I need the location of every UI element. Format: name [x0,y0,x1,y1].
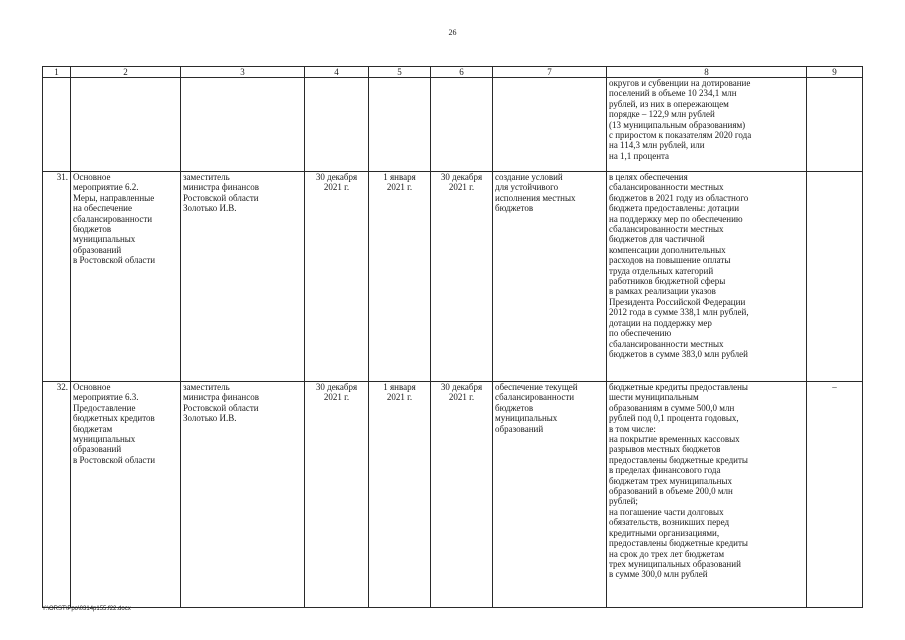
cell-empty [71,78,181,172]
responsible-cell: заместитель министра финансов Ростовской области Золотько И.В. [181,382,305,608]
column-number: 1 [43,67,71,78]
cell-empty [43,78,71,172]
cell-empty [181,78,305,172]
planned-date-cell: 30 декабря 2021 г. [305,172,369,382]
end-date-cell: 30 декабря 2021 г. [431,172,493,382]
result-cell: обеспечение текущей сбалансированности бюджетов муниципальных образований [493,382,607,608]
cell-empty [431,78,493,172]
column-number: 6 [431,67,493,78]
outcome-cell: округов и субвенции на дотирование поселений в объеме 10 234,1 млн рублей, из них в опережающем порядке – 122,9 млн рублей (13 муниципальным образованиям) с приростом к показателям 2020 года на 114,3 млн рублей, или на 1,1 процента [607,78,807,172]
table-row [43,382,863,608]
cell-empty [305,78,369,172]
column-number: 3 [181,67,305,78]
cell-empty [807,78,863,172]
responsible-cell: заместитель министра финансов Ростовской области Золотько И.В. [181,172,305,382]
cell-empty [369,78,431,172]
column-number: 5 [369,67,431,78]
outcome-cell: в целях обеспечения сбалансированности местных бюджетов в 2021 году из областного бюджета предоставлены: дотации на поддержку мер по обеспечению сбалансированности местных бюджетов для частичной компенсации дополнительных расходов на повышение оплаты труда отдельных категорий работников бюджетной сферы в рамках реализации указов Президента Российской Федерации 2012 года в сумме 338,1 млн рублей, дотации на поддержку мер по обеспечению сбалансированности местных бюджетов в сумме 383,0 млн рублей [607,172,807,382]
column-number-row [43,67,863,78]
cell-empty [493,78,607,172]
column-number: 2 [71,67,181,78]
column-number: 7 [493,67,607,78]
continuation-row [43,78,863,172]
event-cell: Основное мероприятие 6.2. Меры, направленные на обеспечение сбалансированности бюджетов муниципальных образований в Ростовской области [71,172,181,382]
column-number: 9 [807,67,863,78]
start-date-cell: 1 января 2021 г. [369,172,431,382]
outcome-cell: бюджетные кредиты предоставлены шести муниципальным образованиям в сумме 500,0 млн рублей под 0,1 процента годовых, в том числе: на покрытие временных кассовых разрывов местных бюджетов предоставлены бюджетные кредиты в пределах финансового года бюджетам трех муниципальных образований в объеме 200,0 млн рублей; на погашение части долговых обязательств, возникших перед кредитными организациями, предоставлены бюджетные кредиты на срок до трех лет бюджетам трех муниципальных образований в сумме 300,0 млн рублей [607,382,807,608]
note-cell: – [807,382,863,608]
start-date-cell: 1 января 2021 г. [369,382,431,608]
column-number: 8 [607,67,807,78]
file-path-footer: Y:\ORST\Ppo\0314p155.f22.docx [42,606,131,612]
column-number: 4 [305,67,369,78]
result-cell: создание условий для устойчивого исполнения местных бюджетов [493,172,607,382]
end-date-cell: 30 декабря 2021 г. [431,382,493,608]
note-cell [807,172,863,382]
row-number: 32. [43,382,71,608]
planned-date-cell: 30 декабря 2021 г. [305,382,369,608]
event-cell: Основное мероприятие 6.3. Предоставление бюджетных кредитов бюджетам муниципальных образований в Ростовской области [71,382,181,608]
row-number: 31. [43,172,71,382]
table-row [43,172,863,382]
page-number: 26 [448,28,457,37]
report-table [42,66,863,608]
